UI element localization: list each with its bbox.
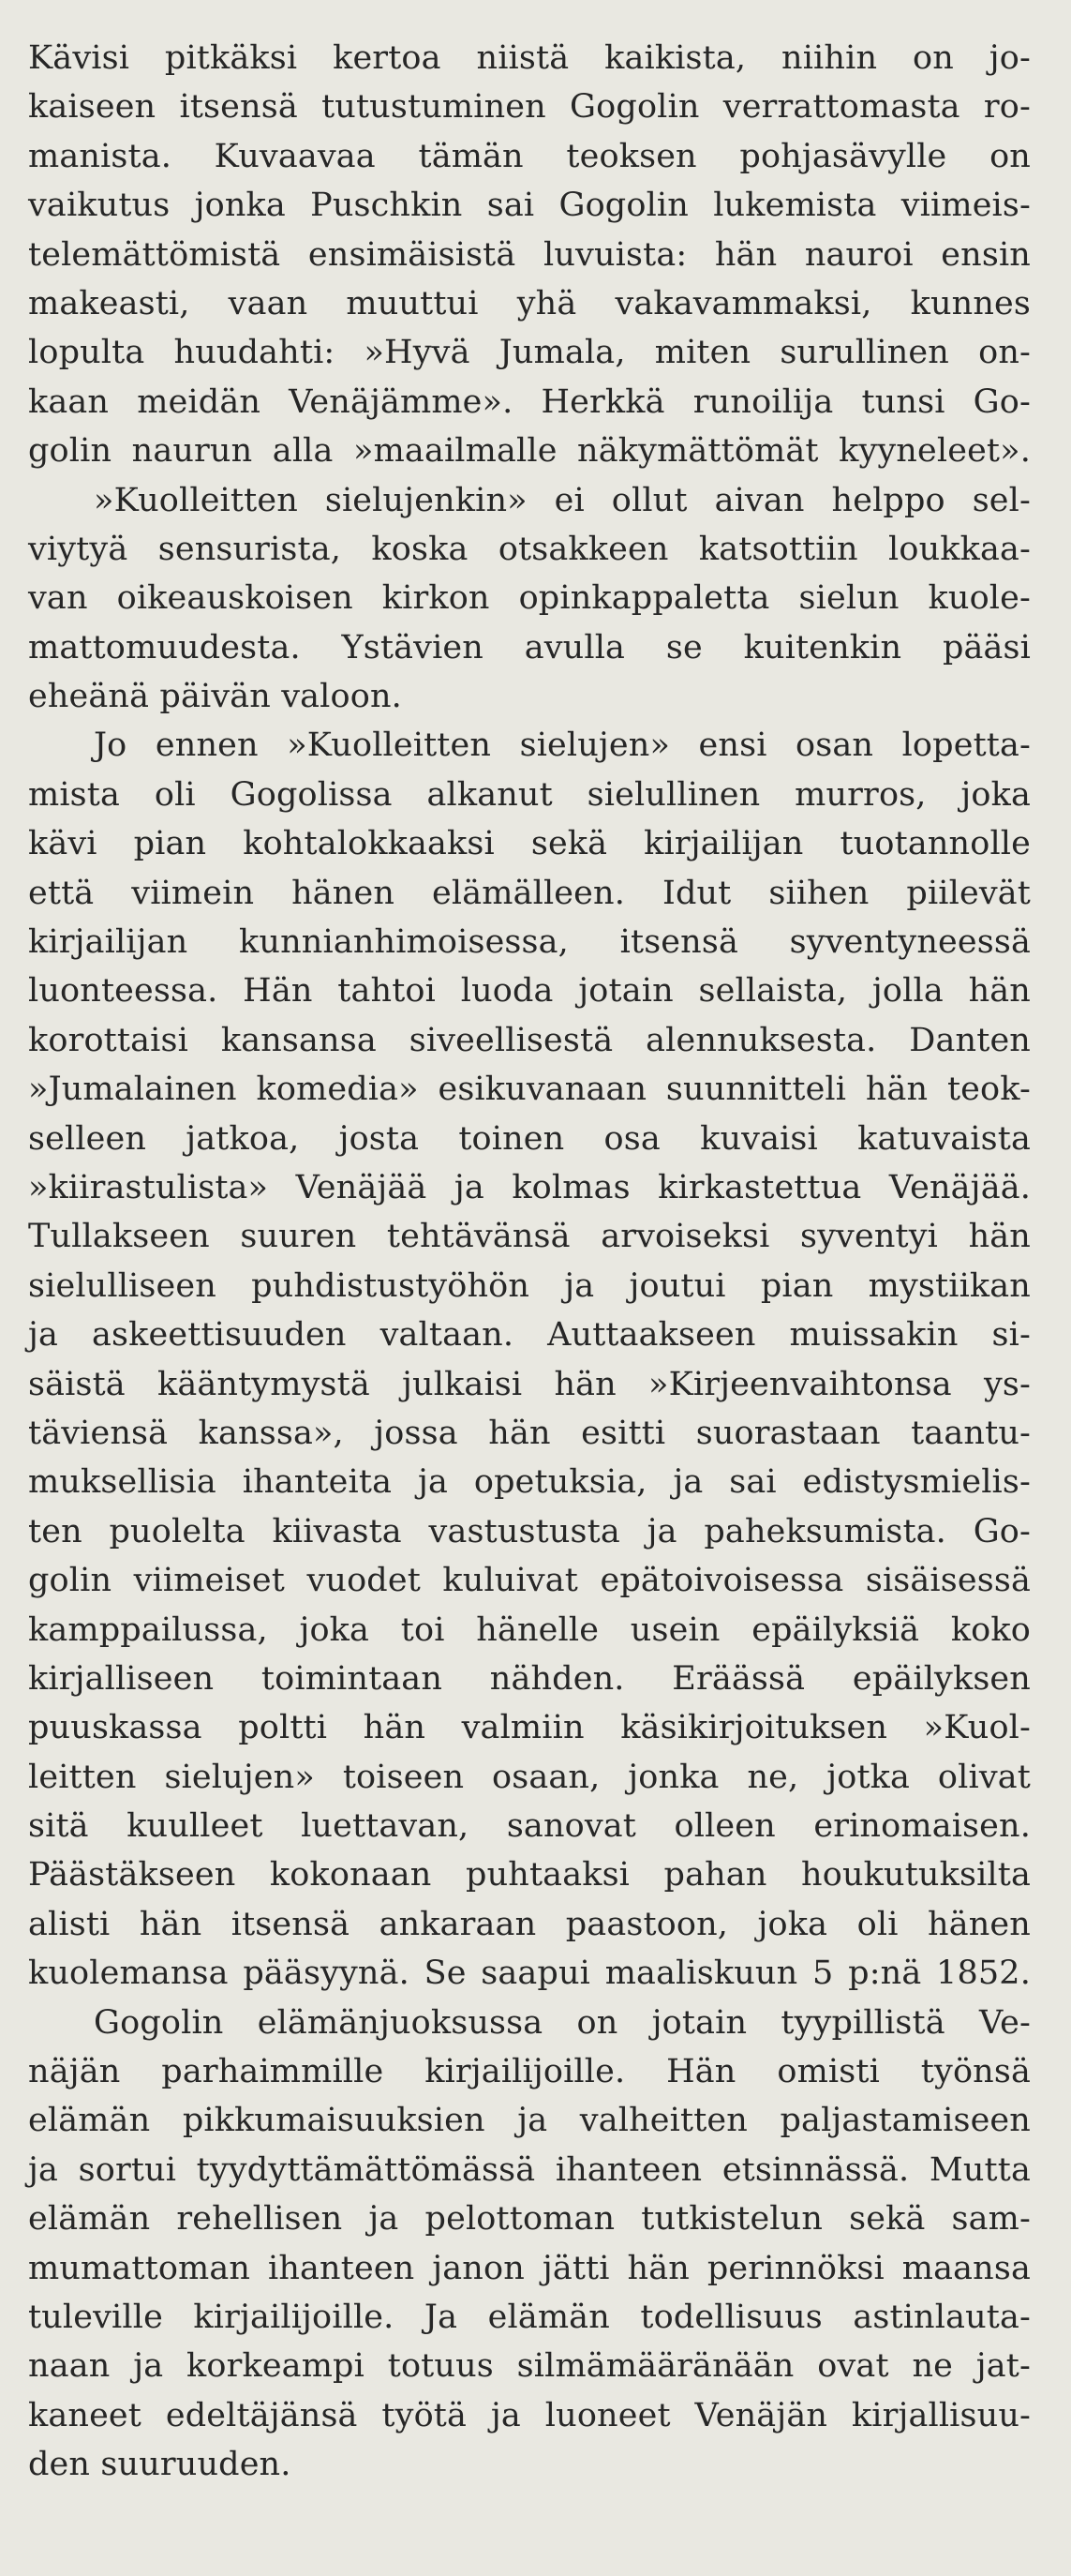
text-line: lopulta huudahti: »Hyvä Jumala, miten surullinen on- (28, 334, 1031, 372)
text-line: kirjailijan kunnianhimoisessa, itsensä syventyneessä (28, 923, 1031, 962)
text-line: kuolemansa pääsyynä. Se saapui maaliskuun 5 p:nä 1852. (28, 1954, 1031, 1993)
text-line: muksellisia ihanteita ja opetuksia, ja sai edistysmielis- (28, 1463, 1031, 1502)
text-line: Jo ennen »Kuolleitten sielujen» ensi osan lopetta- (94, 726, 1031, 765)
text-line: ten puolelta kiivasta vastustusta ja paheksumista. Go- (28, 1512, 1031, 1550)
text-line: viytyä sensurista, koska otsakkeen katsottiin loukkaa- (28, 530, 1031, 568)
text-line: puuskassa poltti hän valmiin käsikirjoituksen »Kuol- (28, 1709, 1031, 1747)
text-line: kaiseen itsensä tutustuminen Gogolin verrattomasta ro- (28, 88, 1031, 127)
text-line: Päästäkseen kokonaan puhtaaksi pahan houkutuksilta (28, 1856, 1031, 1895)
text-line: näjän parhaimmille kirjailijoille. Hän omisti työnsä (28, 2053, 1031, 2091)
paragraph-3 (28, 721, 1031, 1998)
text-line: kirjalliseen toimintaan nähden. Eräässä epäilyksen (28, 1659, 1031, 1698)
text-line: alisti hän itsensä ankaraan paastoon, joka oli hänen (28, 1905, 1031, 1943)
text-line: Tullakseen suuren tehtävänsä arvoiseksi syventyi hän (28, 1218, 1031, 1256)
text-line: »Kuolleitten sielujenkin» ei ollut aivan helppo sel- (94, 481, 1031, 519)
text-line: »kiirastulista» Venäjää ja kolmas kirkastettua Venäjää. (28, 1168, 1031, 1206)
text-line: kamppailussa, joka toi hänelle usein epäilyksiä koko (28, 1610, 1031, 1649)
paragraph-4 (28, 1999, 1031, 2490)
text-line: luonteessa. Hän tahtoi luoda jotain sellaista, jolla hän (28, 972, 1031, 1011)
text-line: »Jumalainen komedia» esikuvanaan suunnitteli hän teok- (28, 1071, 1031, 1109)
text-line: makeasti, vaan muuttui yhä vakavammaksi, kunnes (28, 284, 1031, 322)
text-line: golin viimeiset vuodet kuluivat epätoivoisessa sisäisessä (28, 1562, 1031, 1600)
text-line: elämän rehellisen ja pelottoman tutkistelun sekä sam- (28, 2200, 1031, 2239)
text-line: säistä kääntymystä julkaisi hän »Kirjeenvaihtonsa ys- (28, 1365, 1031, 1403)
text-line: mumattoman ihanteen janon jätti hän perinnöksi maansa (28, 2249, 1031, 2287)
text-line: kaan meidän Venäjämme». Herkkä runoilija tunsi Go- (28, 382, 1031, 421)
text-line: kaneet edeltäjänsä työtä ja luoneet Venäjän kirjallisuu- (28, 2396, 1031, 2434)
text-line: täviensä kanssa», jossa hän esitti suorastaan taantu- (28, 1414, 1031, 1452)
text-line: manista. Kuvaavaa tämän teoksen pohjasävylle on (28, 137, 1031, 175)
text-line: ja askeettisuuden valtaan. Auttaakseen muissakin si- (28, 1316, 1031, 1355)
text-line: golin naurun alla »maailmalle näkymättömät kyyneleet». (28, 432, 1031, 471)
text-line: van oikeauskoisen kirkon opinkappaletta sielun kuole- (28, 579, 1031, 618)
text-line: mista oli Gogolissa alkanut sielullinen murros, joka (28, 775, 1031, 814)
text-line: vaikutus jonka Puschkin sai Gogolin lukemista viimeis- (28, 187, 1031, 225)
text-line: korottaisi kansansa siveellisestä alennuksesta. Danten (28, 1021, 1031, 1059)
paragraph-1 (28, 34, 1031, 476)
text-line: leitten sielujen» toiseen osaan, jonka ne, jotka olivat (28, 1758, 1031, 1796)
text-line: Gogolin elämänjuoksussa on jotain tyypillistä Ve- (94, 2003, 1031, 2042)
text-line: tuleville kirjailijoille. Ja elämän todellisuus astinlauta- (28, 2298, 1031, 2336)
text-line: mattomuudesta. Ystävien avulla se kuitenkin pääsi (28, 628, 1031, 666)
text-line: ja sortui tyydyttämättömässä ihanteen etsinnässä. Mutta (28, 2150, 1031, 2189)
text-line: selleen jatkoa, josta toinen osa kuvaisi katuvaista (28, 1119, 1031, 1158)
text-line: eheänä päivän valoon. (28, 678, 402, 716)
text-line: sielulliseen puhdistustyöhön ja joutui pian mystiikan (28, 1266, 1031, 1305)
text-line: että viimein hänen elämälleen. Idut siihen piilevät (28, 874, 1031, 912)
text-line: naan ja korkeampi totuus silmämääränään ovat ne jat- (28, 2347, 1031, 2386)
text-line: sitä kuulleet luettavan, sanovat olleen erinomaisen. (28, 1807, 1031, 1846)
text-line: elämän pikkumaisuuksien ja valheitten paljastamiseen (28, 2102, 1031, 2140)
book-page-text (28, 34, 1031, 2490)
text-line: telemättömistä ensimäisistä luvuista: hän nauroi ensin (28, 235, 1031, 274)
text-line: Kävisi pitkäksi kertoa niistä kaikista, niihin on jo- (28, 39, 1031, 77)
text-line: kävi pian kohtalokkaaksi sekä kirjailijan tuotannolle (28, 825, 1031, 863)
text-line: den suuruuden. (28, 2446, 291, 2484)
paragraph-2 (28, 476, 1031, 722)
